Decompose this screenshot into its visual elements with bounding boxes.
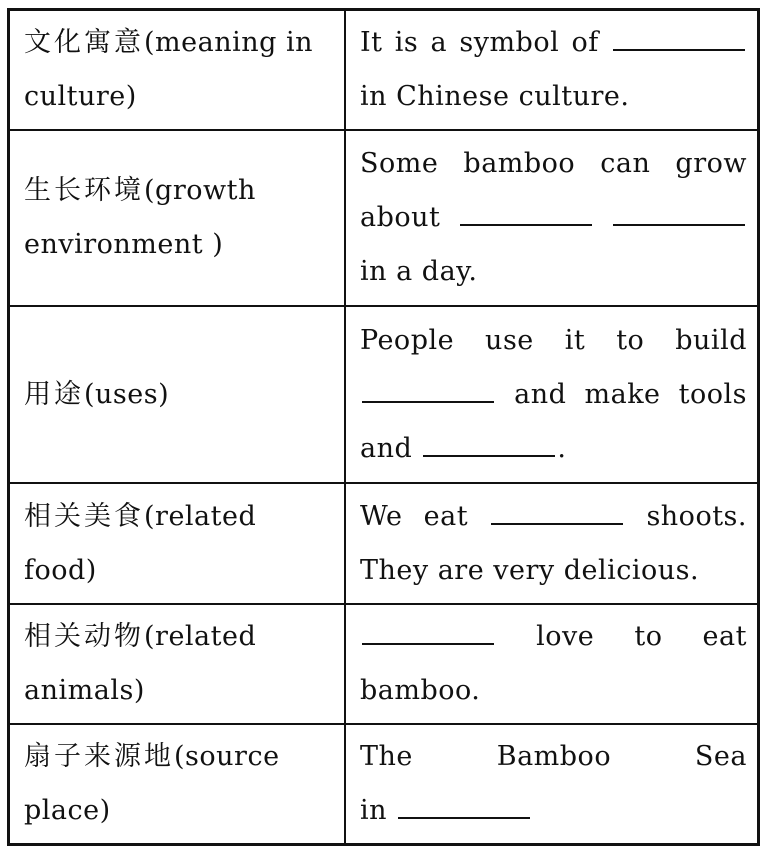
content-line: in Chinese culture. — [360, 80, 630, 112]
row-content-cell — [345, 130, 757, 307]
bamboo-info-table — [10, 11, 757, 843]
content-text: love to eat — [536, 621, 747, 653]
content-line: in a day. — [360, 255, 478, 287]
heading-chinese: 扇子来源地 — [24, 741, 174, 773]
row-heading-cell — [10, 724, 345, 843]
content-line: The Bamboo Sea — [360, 741, 747, 773]
heading-chinese: 生长环境 — [24, 174, 144, 206]
content-line — [360, 784, 747, 838]
answer-blank[interactable] — [362, 617, 494, 645]
heading-english: (meaning in culture) — [24, 26, 314, 112]
bamboo-info-table-frame — [7, 8, 760, 846]
content-text: shoots. — [646, 500, 747, 532]
answer-blank[interactable] — [362, 375, 494, 403]
row-heading-cell — [10, 306, 345, 483]
content-line: bamboo. — [360, 675, 481, 707]
row-content-cell — [345, 483, 757, 604]
content-text: and make tools — [514, 378, 747, 410]
answer-blank[interactable] — [491, 497, 623, 525]
heading-english: (related food) — [24, 500, 257, 586]
content-line: They are very delicious. — [360, 554, 700, 586]
heading-chinese: 文化寓意 — [24, 26, 144, 58]
heading-english: (source place) — [24, 741, 280, 827]
row-content-cell — [345, 724, 757, 843]
answer-blank[interactable] — [460, 198, 592, 226]
content-line — [360, 191, 747, 245]
table-row-food — [10, 483, 757, 604]
row-heading-cell — [10, 11, 345, 130]
content-text: and — [360, 432, 413, 464]
heading-chinese: 用途 — [24, 378, 84, 410]
table-row-meaning — [10, 11, 757, 130]
heading-chinese: 相关美食 — [24, 500, 144, 532]
table-row-animals — [10, 604, 757, 725]
heading-english: (related animals) — [24, 621, 257, 707]
content-line — [360, 368, 747, 422]
content-line — [360, 610, 747, 664]
heading-english: (growth environment ) — [24, 174, 256, 260]
answer-blank[interactable] — [398, 791, 530, 819]
answer-blank[interactable] — [423, 429, 555, 457]
content-line: Some bamboo can grow — [360, 147, 747, 179]
answer-blank[interactable] — [613, 23, 745, 51]
content-text: It is a symbol of — [360, 26, 599, 58]
content-text: about — [360, 201, 441, 233]
content-text: . — [557, 432, 567, 464]
content-line — [360, 16, 747, 70]
content-text: in — [360, 795, 388, 827]
row-content-cell — [345, 604, 757, 725]
content-line — [360, 490, 747, 544]
heading-english: (uses) — [84, 378, 170, 410]
table-row-growth — [10, 130, 757, 307]
row-content-cell — [345, 11, 757, 130]
row-heading-cell — [10, 130, 345, 307]
answer-blank[interactable] — [613, 198, 745, 226]
content-line — [360, 422, 747, 476]
row-heading-cell — [10, 483, 345, 604]
row-content-cell — [345, 306, 757, 483]
content-line: People use it to build — [360, 324, 747, 356]
table-row-source — [10, 724, 757, 843]
heading-chinese: 相关动物 — [24, 621, 144, 653]
content-text: We eat — [360, 500, 469, 532]
row-heading-cell — [10, 604, 345, 725]
table-row-uses — [10, 306, 757, 483]
